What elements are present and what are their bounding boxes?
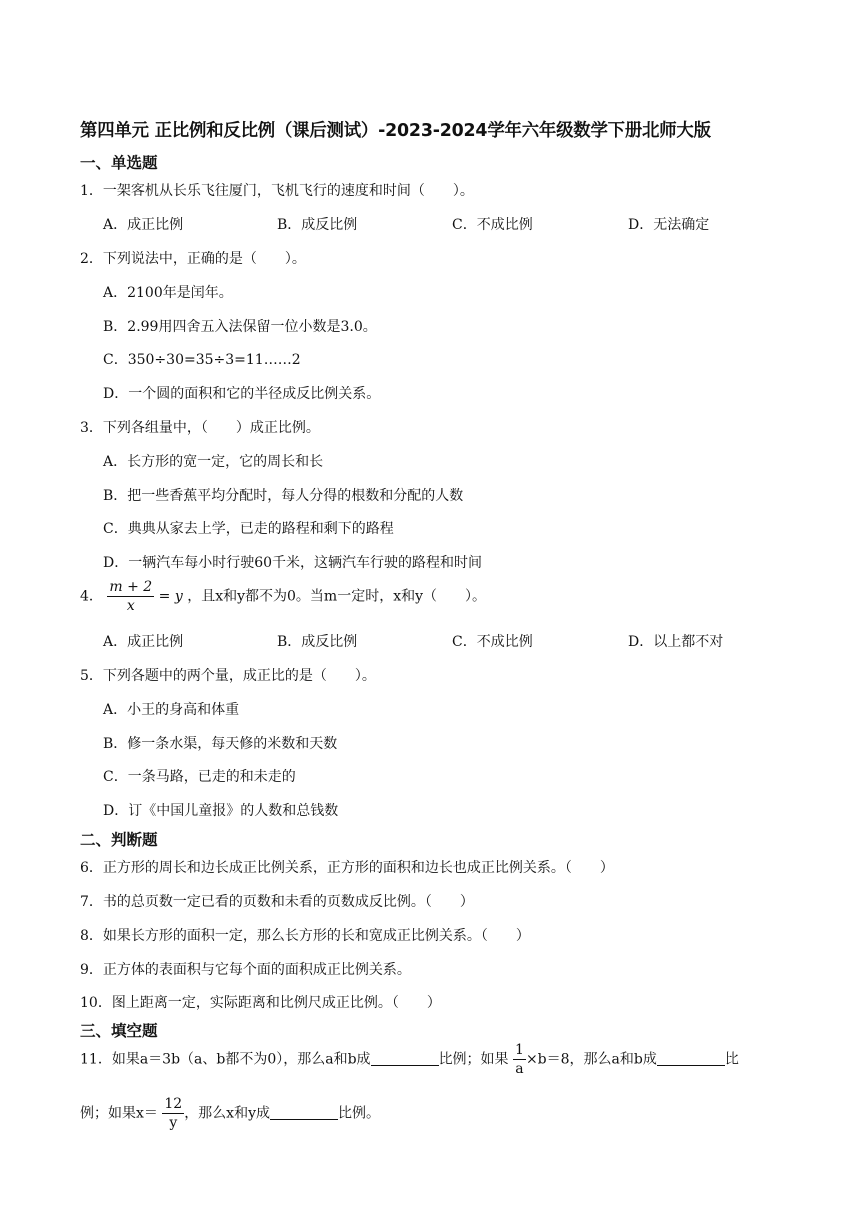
q4-option-a: A．成正比例 [103, 634, 184, 650]
question-5: 5．下列各题中的两个量，成正比的是（ ）。 [80, 668, 376, 684]
q4-option-c: C．不成比例 [452, 634, 533, 650]
question-11-line-1 [80, 1043, 739, 1076]
q5-option-a: A．小王的身高和体重 [103, 702, 240, 718]
q11-part-6: ，那么x和y成 [184, 1105, 270, 1122]
question-2: 2．下列说法中，正确的是（ ）。 [80, 251, 306, 267]
question-3: 3．下列各组量中，（ ）成正比例。 [80, 420, 320, 436]
q5-option-c: C．一条马路，已走的和未走的 [103, 769, 296, 785]
q5-option-b: B．修一条水渠，每天修的米数和天数 [103, 736, 338, 752]
q1-option-c: C．不成比例 [452, 217, 533, 233]
q5-option-d: D．订《中国儿童报》的人数和总钱数 [103, 803, 339, 819]
q4-fraction-numerator: m + 2 [109, 579, 153, 595]
q11-part-1: 11．如果a＝3b（a、b都不为0），那么a和b成 [80, 1051, 371, 1068]
q3-option-d: D．一辆汽车每小时行驶60千米，这辆汽车行驶的路程和时间 [103, 555, 483, 571]
question-9: 9．正方体的表面积与它每个面的面积成正比例关系。 [80, 962, 411, 978]
q11-blank-1 [371, 1051, 439, 1066]
q4-number: 4． [80, 588, 103, 605]
q11-fraction-1 [513, 1043, 526, 1076]
q11-part-7: 比例。 [338, 1105, 380, 1122]
question-7: 7．书的总页数一定已看的页数和未看的页数成反比例。（ ） [80, 894, 474, 910]
q11-fraction-1-numerator: 1 [515, 1042, 524, 1058]
q4-option-b: B．成反比例 [277, 634, 358, 650]
q1-option-d: D．无法确定 [628, 217, 710, 233]
q4-text: ，且x和y都不为0。当m一定时，x和y（ ）。 [187, 588, 486, 605]
q11-fraction-2-denominator: y [169, 1115, 178, 1131]
question-8: 8．如果长方形的面积一定，那么长方形的长和宽成正比例关系。（ ） [80, 928, 530, 944]
q11-part-4: 比 [724, 1051, 739, 1068]
q1-option-b: B．成反比例 [277, 217, 358, 233]
q3-option-b: B．把一些香蕉平均分配时，每人分得的根数和分配的人数 [103, 488, 464, 504]
q11-fraction-2-numerator: 12 [164, 1096, 183, 1112]
q4-equals-y: = y [158, 588, 183, 605]
q1-option-a: A．成正比例 [103, 217, 184, 233]
q11-fraction-2 [162, 1097, 184, 1130]
q11-blank-2 [657, 1051, 725, 1066]
q11-fraction-1-denominator: a [515, 1061, 524, 1077]
q4-fraction-denominator: x [126, 598, 135, 614]
q2-option-b: B．2.99用四舍五入法保留一位小数是3.0。 [103, 319, 377, 335]
q4-option-d: D．以上都不对 [628, 634, 724, 650]
q3-option-a: A．长方形的宽一定，它的周长和长 [103, 454, 324, 470]
q2-option-a: A．2100年是闰年。 [103, 285, 233, 301]
question-4 [80, 580, 486, 613]
question-6: 6．正方形的周长和边长成正比例关系，正方形的面积和边长也成正比例关系。（ ） [80, 860, 614, 876]
q2-option-d: D．一个圆的面积和它的半径成反比例关系。 [103, 386, 381, 402]
question-11-line-2 [80, 1097, 380, 1130]
section-single-choice: 一、单选题 [80, 154, 158, 172]
q11-part-2: 比例；如果 [438, 1051, 509, 1068]
question-10: 10．图上距离一定，实际距离和比例尺成正比例。（ ） [80, 995, 441, 1011]
q3-option-c: C．典典从家去上学，已走的路程和剩下的路程 [103, 521, 394, 537]
page-title: 第四单元 正比例和反比例（课后测试）-2023-2024学年六年级数学下册北师大版 [80, 121, 711, 141]
q2-option-c: C．350÷30=35÷3=11……2 [103, 352, 301, 368]
section-true-false: 二、判断题 [80, 831, 158, 849]
q11-part-5: 例；如果x＝ [80, 1105, 158, 1122]
q11-part-3: ×b＝8，那么a和b成 [525, 1051, 657, 1068]
section-fill-blank: 三、填空题 [80, 1022, 158, 1040]
question-1: 1．一架客机从长乐飞往厦门，飞机飞行的速度和时间（ ）。 [80, 183, 474, 199]
q4-fraction [107, 580, 154, 613]
q11-blank-3 [270, 1105, 338, 1120]
